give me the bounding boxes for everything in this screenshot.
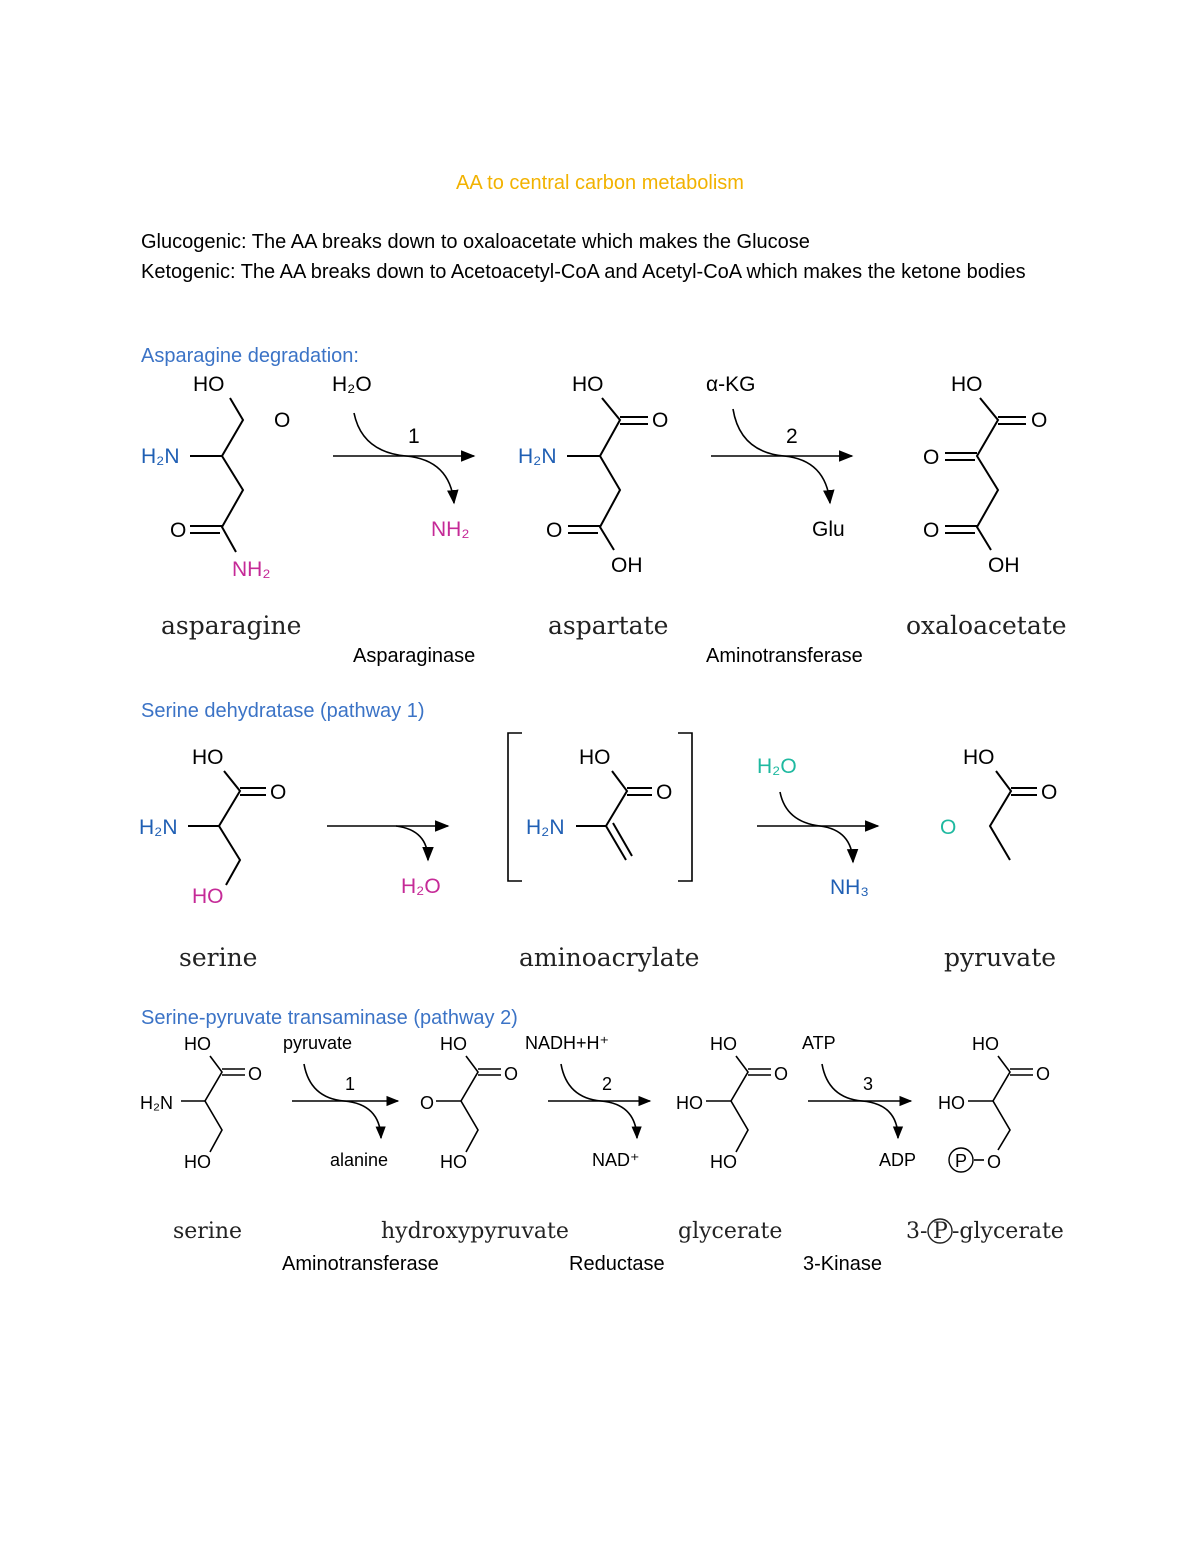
atom-h2n: H₂N (526, 816, 565, 839)
atom-ho: HO (963, 746, 995, 769)
atom-o: O (923, 446, 940, 469)
glucogenic-definition: Glucogenic: The AA breaks down to oxaloacetate which makes the Glucose (141, 231, 810, 253)
atom-o: O (923, 519, 940, 542)
atom-o: O (420, 1093, 435, 1113)
serine-structure (140, 1034, 262, 1172)
phosphate-symbol: P (933, 1219, 948, 1244)
atom-ho: HO (192, 746, 224, 769)
serine-dehydratase-diagram (0, 730, 1200, 980)
compound-label: aspartate (548, 611, 669, 640)
serine-pyruvate-transaminase-diagram (0, 1028, 1200, 1278)
atom-ho: HO (710, 1152, 737, 1172)
compound-label: asparagine (161, 611, 302, 640)
atom-ho: HO (676, 1093, 703, 1113)
atom-o: O (774, 1064, 789, 1084)
atom-h2n: H₂N (518, 445, 557, 468)
enzyme-reductase: Reductase (569, 1253, 665, 1275)
ketogenic-definition: Ketogenic: The AA breaks down to Acetoacetyl-CoA and Acetyl-CoA which makes the ketone bodies (141, 261, 1026, 283)
atom-ho: HO (938, 1093, 965, 1113)
serine-pyruvate-transaminase-heading: Serine-pyruvate transaminase (pathway 2) (141, 1007, 518, 1029)
aminoacrylate-structure (508, 733, 692, 881)
reactant-pyruvate: pyruvate (283, 1033, 353, 1053)
product-nad: NAD⁺ (592, 1150, 640, 1170)
serine-structure (139, 746, 286, 908)
compound-label: pyruvate (944, 943, 1057, 972)
atom-p: P (955, 1151, 968, 1171)
enzyme-asparaginase: Asparaginase (353, 645, 476, 667)
atom-o: O (274, 409, 291, 432)
step-number: 1 (345, 1074, 356, 1094)
reactant-water: H₂O (332, 373, 372, 396)
atom-o: O (652, 409, 669, 432)
compound-label: glycerate (678, 1219, 783, 1244)
step-number: 2 (786, 425, 798, 448)
reaction-arrow-2 (706, 373, 863, 667)
phosphoglycerate-structure (938, 1034, 1050, 1172)
atom-ho: HO (440, 1152, 467, 1172)
compound-label: serine (179, 943, 258, 972)
compound-label-prefix: 3- (906, 1219, 928, 1244)
product-ammonia: NH₂ (431, 518, 470, 541)
atom-o: O (504, 1064, 519, 1084)
step-number: 3 (863, 1074, 874, 1094)
atom-oh: OH (611, 554, 643, 577)
atom-ho: HO (710, 1034, 737, 1054)
compound-label: oxaloacetate (906, 611, 1067, 640)
atom-ho: HO (184, 1034, 211, 1054)
product-alanine: alanine (330, 1150, 389, 1170)
atom-o: O (546, 519, 563, 542)
step-number: 1 (408, 425, 420, 448)
reactant-alpha-kg: α-KG (706, 373, 756, 396)
aspartate-structure (518, 373, 668, 577)
atom-o: O (1041, 781, 1058, 804)
reaction-arrow-1 (332, 373, 475, 667)
enzyme-kinase: 3-Kinase (803, 1253, 882, 1275)
oxaloacetate-structure (923, 373, 1047, 577)
asparagine-degradation-heading: Asparagine degradation: (141, 345, 359, 367)
atom-o: O (656, 781, 673, 804)
atom-ho: HO (579, 746, 611, 769)
document-title: AA to central carbon metabolism (456, 172, 744, 194)
product-adp: ADP (879, 1150, 917, 1170)
atom-ho: HO (184, 1152, 211, 1172)
atom-o: O (987, 1152, 1002, 1172)
enzyme-aminotransferase: Aminotransferase (706, 645, 863, 667)
atom-o: O (1036, 1064, 1051, 1084)
product-water: H₂O (401, 875, 441, 898)
product-glu: Glu (812, 518, 845, 541)
asparagine-structure (141, 373, 290, 581)
reaction-arrow-1 (327, 826, 448, 898)
glycerate-structure (676, 1034, 788, 1172)
reactant-water: H₂O (757, 755, 797, 778)
reactant-nadh: NADH+H⁺ (525, 1033, 610, 1053)
atom-ho: HO (440, 1034, 467, 1054)
compound-label-3p-glycerate (906, 1219, 1064, 1244)
atom-o: O (1031, 409, 1048, 432)
atom-ho: HO (951, 373, 983, 396)
atom-h2n: H₂N (141, 445, 180, 468)
atom-ho: HO (192, 885, 224, 908)
atom-h2n: H₂N (140, 1093, 173, 1113)
atom-o: O (170, 519, 187, 542)
atom-o: O (248, 1064, 263, 1084)
atom-oh: OH (988, 554, 1020, 577)
compound-label: hydroxypyruvate (381, 1219, 569, 1244)
atom-ho: HO (972, 1034, 999, 1054)
reaction-arrow-3 (802, 1033, 916, 1275)
reactant-atp: ATP (802, 1033, 836, 1053)
serine-dehydratase-heading: Serine dehydratase (pathway 1) (141, 700, 425, 722)
compound-label: aminoacrylate (519, 943, 700, 972)
enzyme-aminotransferase: Aminotransferase (282, 1253, 439, 1275)
compound-label-suffix: -glycerate (952, 1219, 1064, 1244)
atom-ho: HO (193, 373, 225, 396)
step-number: 2 (602, 1074, 613, 1094)
asparagine-degradation-diagram (0, 360, 1200, 680)
compound-label: serine (173, 1219, 243, 1244)
atom-ho: HO (572, 373, 604, 396)
hydroxypyruvate-structure (420, 1034, 518, 1172)
atom-h2n: H₂N (139, 816, 178, 839)
atom-o: O (940, 816, 957, 839)
atom-o: O (270, 781, 287, 804)
atom-nh2: NH₂ (232, 558, 271, 581)
pyruvate-structure (940, 746, 1057, 860)
reaction-arrow-2 (757, 755, 878, 899)
product-ammonia: NH₃ (830, 876, 869, 899)
